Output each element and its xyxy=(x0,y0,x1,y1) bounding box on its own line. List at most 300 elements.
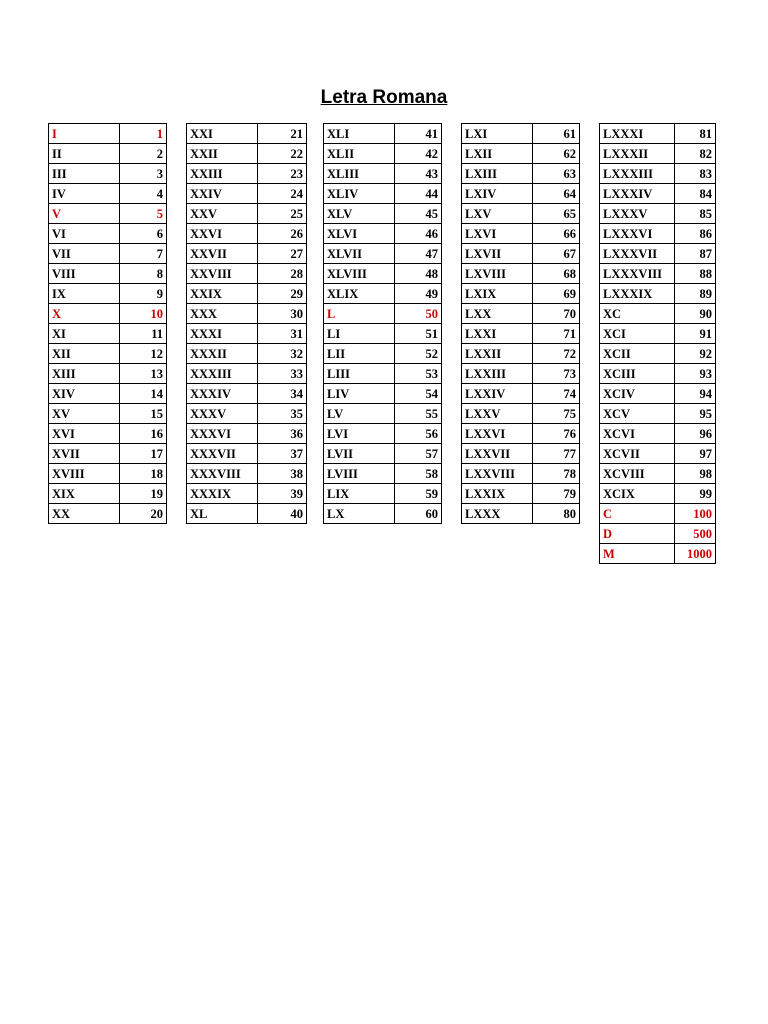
table-row xyxy=(324,424,442,444)
roman-numeral-cell: XXII xyxy=(187,144,258,164)
arabic-value-cell: 66 xyxy=(533,224,580,244)
table-row xyxy=(462,364,580,384)
table-row xyxy=(187,124,307,144)
arabic-value-cell: 13 xyxy=(120,364,167,384)
roman-numeral-cell: XXXI xyxy=(187,324,258,344)
roman-numeral-cell: XIV xyxy=(49,384,120,404)
table-row xyxy=(324,404,442,424)
arabic-value-cell: 35 xyxy=(258,404,307,424)
arabic-value-cell: 68 xyxy=(533,264,580,284)
arabic-value-cell: 8 xyxy=(120,264,167,284)
roman-numeral-cell: LXXII xyxy=(462,344,533,364)
arabic-value-cell: 6 xyxy=(120,224,167,244)
arabic-value-cell: 65 xyxy=(533,204,580,224)
table-row xyxy=(462,464,580,484)
arabic-value-cell: 84 xyxy=(675,184,716,204)
table-row xyxy=(600,184,716,204)
roman-numeral-cell: XVIII xyxy=(49,464,120,484)
table-row xyxy=(324,504,442,524)
table-row xyxy=(49,144,167,164)
arabic-value-cell: 60 xyxy=(395,504,442,524)
arabic-value-cell: 63 xyxy=(533,164,580,184)
arabic-value-cell: 98 xyxy=(675,464,716,484)
arabic-value-cell: 47 xyxy=(395,244,442,264)
roman-numeral-cell: LXXXV xyxy=(600,204,675,224)
table-row xyxy=(324,164,442,184)
roman-numeral-cell: VI xyxy=(49,224,120,244)
arabic-value-cell: 27 xyxy=(258,244,307,264)
roman-numeral-cell: XLIX xyxy=(324,284,395,304)
arabic-value-cell: 4 xyxy=(120,184,167,204)
arabic-value-cell: 86 xyxy=(675,224,716,244)
arabic-value-cell: 95 xyxy=(675,404,716,424)
table-row xyxy=(187,384,307,404)
table-row xyxy=(324,444,442,464)
table-row xyxy=(600,144,716,164)
table-row xyxy=(49,404,167,424)
roman-numeral-cell: D xyxy=(600,524,675,544)
arabic-value-cell: 15 xyxy=(120,404,167,424)
roman-numeral-cell: XXXIV xyxy=(187,384,258,404)
arabic-value-cell: 37 xyxy=(258,444,307,464)
table-row xyxy=(324,244,442,264)
table-row xyxy=(187,444,307,464)
table-row xyxy=(600,264,716,284)
arabic-value-cell: 83 xyxy=(675,164,716,184)
arabic-value-cell: 89 xyxy=(675,284,716,304)
roman-numeral-cell: XXVI xyxy=(187,224,258,244)
arabic-value-cell: 18 xyxy=(120,464,167,484)
roman-numeral-cell: IV xyxy=(49,184,120,204)
table-row xyxy=(49,164,167,184)
table-row xyxy=(324,144,442,164)
arabic-value-cell: 54 xyxy=(395,384,442,404)
roman-numeral-cell: XXXII xyxy=(187,344,258,364)
roman-numeral-cell: XVI xyxy=(49,424,120,444)
roman-numeral-cell: XCIV xyxy=(600,384,675,404)
roman-numeral-cell: LXXIII xyxy=(462,364,533,384)
roman-numeral-cell: LXVII xyxy=(462,244,533,264)
arabic-value-cell: 90 xyxy=(675,304,716,324)
arabic-value-cell: 51 xyxy=(395,324,442,344)
arabic-value-cell: 16 xyxy=(120,424,167,444)
roman-numeral-cell: XCIII xyxy=(600,364,675,384)
table-row xyxy=(187,464,307,484)
table-row xyxy=(49,124,167,144)
roman-numeral-cell: LXV xyxy=(462,204,533,224)
arabic-value-cell: 31 xyxy=(258,324,307,344)
table-row xyxy=(462,304,580,324)
roman-numeral-cell: XL xyxy=(187,504,258,524)
arabic-value-cell: 25 xyxy=(258,204,307,224)
arabic-value-cell: 43 xyxy=(395,164,442,184)
arabic-value-cell: 36 xyxy=(258,424,307,444)
roman-numeral-cell: LXIV xyxy=(462,184,533,204)
arabic-value-cell: 2 xyxy=(120,144,167,164)
arabic-value-cell: 73 xyxy=(533,364,580,384)
arabic-value-cell: 40 xyxy=(258,504,307,524)
arabic-value-cell: 19 xyxy=(120,484,167,504)
table-row xyxy=(462,344,580,364)
roman-numeral-cell: XCII xyxy=(600,344,675,364)
arabic-value-cell: 100 xyxy=(675,504,716,524)
table-row xyxy=(187,484,307,504)
table-row xyxy=(49,504,167,524)
roman-numeral-cell: LXXI xyxy=(462,324,533,344)
roman-numeral-cell: IX xyxy=(49,284,120,304)
roman-numeral-cell: LXVI xyxy=(462,224,533,244)
table-row xyxy=(600,364,716,384)
roman-numeral-cell: XLVI xyxy=(324,224,395,244)
roman-numeral-cell: XLV xyxy=(324,204,395,224)
roman-numeral-cell: XV xyxy=(49,404,120,424)
roman-numeral-cell: XXXVI xyxy=(187,424,258,444)
roman-numeral-cell: XLVII xyxy=(324,244,395,264)
arabic-value-cell: 82 xyxy=(675,144,716,164)
table-row xyxy=(462,424,580,444)
roman-numeral-cell: LXXIV xyxy=(462,384,533,404)
arabic-value-cell: 1 xyxy=(120,124,167,144)
roman-numeral-cell: LIX xyxy=(324,484,395,504)
arabic-value-cell: 81 xyxy=(675,124,716,144)
arabic-value-cell: 99 xyxy=(675,484,716,504)
roman-numeral-cell: LXXXII xyxy=(600,144,675,164)
arabic-value-cell: 93 xyxy=(675,364,716,384)
roman-numeral-cell: XCIX xyxy=(600,484,675,504)
arabic-value-cell: 92 xyxy=(675,344,716,364)
table-row xyxy=(600,204,716,224)
arabic-value-cell: 80 xyxy=(533,504,580,524)
arabic-value-cell: 22 xyxy=(258,144,307,164)
table-row xyxy=(324,124,442,144)
table-row xyxy=(462,324,580,344)
roman-numeral-cell: XXXVIII xyxy=(187,464,258,484)
table-row xyxy=(462,184,580,204)
table-row xyxy=(324,364,442,384)
roman-numeral-cell: LXI xyxy=(462,124,533,144)
table-row xyxy=(49,344,167,364)
roman-numeral-cell: XCI xyxy=(600,324,675,344)
table-row xyxy=(187,504,307,524)
table-row xyxy=(600,304,716,324)
table-row xyxy=(187,344,307,364)
arabic-value-cell: 75 xyxy=(533,404,580,424)
roman-numeral-cell: XXIII xyxy=(187,164,258,184)
arabic-value-cell: 34 xyxy=(258,384,307,404)
table-row xyxy=(187,364,307,384)
roman-numeral-cell: LXII xyxy=(462,144,533,164)
table-row xyxy=(600,384,716,404)
roman-numeral-cell: LXIX xyxy=(462,284,533,304)
table-row xyxy=(324,284,442,304)
roman-numeral-cell: XLIII xyxy=(324,164,395,184)
arabic-value-cell: 32 xyxy=(258,344,307,364)
arabic-value-cell: 85 xyxy=(675,204,716,224)
table-row xyxy=(49,464,167,484)
roman-numeral-cell: XXXIII xyxy=(187,364,258,384)
roman-numeral-cell: XXX xyxy=(187,304,258,324)
arabic-value-cell: 67 xyxy=(533,244,580,264)
table-row xyxy=(462,384,580,404)
roman-numeral-cell: XII xyxy=(49,344,120,364)
table-row xyxy=(187,224,307,244)
arabic-value-cell: 77 xyxy=(533,444,580,464)
table-row xyxy=(462,124,580,144)
table-row xyxy=(49,384,167,404)
arabic-value-cell: 50 xyxy=(395,304,442,324)
arabic-value-cell: 45 xyxy=(395,204,442,224)
table-row xyxy=(600,484,716,504)
arabic-value-cell: 3 xyxy=(120,164,167,184)
roman-numeral-cell: LXXXIV xyxy=(600,184,675,204)
table-row xyxy=(187,284,307,304)
roman-numeral-cell: V xyxy=(49,204,120,224)
table-row xyxy=(600,124,716,144)
roman-numeral-cell: XLIV xyxy=(324,184,395,204)
arabic-value-cell: 44 xyxy=(395,184,442,204)
arabic-value-cell: 70 xyxy=(533,304,580,324)
roman-numeral-cell: LXXXIX xyxy=(600,284,675,304)
roman-numeral-cell: XCVI xyxy=(600,424,675,444)
table-row xyxy=(600,524,716,544)
arabic-value-cell: 1000 xyxy=(675,544,716,564)
table-row xyxy=(324,484,442,504)
arabic-value-cell: 26 xyxy=(258,224,307,244)
arabic-value-cell: 64 xyxy=(533,184,580,204)
table-row xyxy=(187,404,307,424)
page-title: Letra Romana xyxy=(320,87,448,108)
arabic-value-cell: 72 xyxy=(533,344,580,364)
roman-numeral-cell: LVII xyxy=(324,444,395,464)
arabic-value-cell: 78 xyxy=(533,464,580,484)
arabic-value-cell: 39 xyxy=(258,484,307,504)
table-row xyxy=(462,224,580,244)
arabic-value-cell: 58 xyxy=(395,464,442,484)
arabic-value-cell: 79 xyxy=(533,484,580,504)
arabic-value-cell: 33 xyxy=(258,364,307,384)
arabic-value-cell: 55 xyxy=(395,404,442,424)
roman-numeral-cell: XCVII xyxy=(600,444,675,464)
arabic-value-cell: 30 xyxy=(258,304,307,324)
table-row xyxy=(324,204,442,224)
roman-numeral-cell: LI xyxy=(324,324,395,344)
roman-numeral-cell: XLI xyxy=(324,124,395,144)
table-row xyxy=(462,244,580,264)
roman-numeral-cell: LII xyxy=(324,344,395,364)
roman-numeral-cell: LVIII xyxy=(324,464,395,484)
arabic-value-cell: 21 xyxy=(258,124,307,144)
table-row xyxy=(600,464,716,484)
roman-numeral-cell: LVI xyxy=(324,424,395,444)
table-row xyxy=(187,184,307,204)
table-row xyxy=(324,324,442,344)
table-row xyxy=(600,424,716,444)
arabic-value-cell: 24 xyxy=(258,184,307,204)
roman-numeral-cell: XXIV xyxy=(187,184,258,204)
roman-numeral-cell: LXXVIII xyxy=(462,464,533,484)
roman-numeral-cell: LXXIX xyxy=(462,484,533,504)
roman-numeral-cell: XLII xyxy=(324,144,395,164)
table-row xyxy=(600,544,716,564)
table-row xyxy=(462,144,580,164)
roman-numeral-cell: XXV xyxy=(187,204,258,224)
arabic-value-cell: 97 xyxy=(675,444,716,464)
roman-numeral-cell: LIII xyxy=(324,364,395,384)
table-row xyxy=(462,504,580,524)
arabic-value-cell: 46 xyxy=(395,224,442,244)
arabic-value-cell: 12 xyxy=(120,344,167,364)
roman-numeral-cell: XLVIII xyxy=(324,264,395,284)
table-row xyxy=(462,204,580,224)
table-row xyxy=(49,224,167,244)
roman-numeral-cell: LXXX xyxy=(462,504,533,524)
table-row xyxy=(187,264,307,284)
arabic-value-cell: 59 xyxy=(395,484,442,504)
table-row xyxy=(462,284,580,304)
roman-numeral-cell: XVII xyxy=(49,444,120,464)
table-row xyxy=(49,184,167,204)
roman-numeral-cell: XXVII xyxy=(187,244,258,264)
table-row xyxy=(324,464,442,484)
roman-numeral-cell: LXXXVIII xyxy=(600,264,675,284)
roman-numeral-cell: M xyxy=(600,544,675,564)
table-row xyxy=(49,424,167,444)
table-row xyxy=(187,164,307,184)
roman-numeral-cell: LXVIII xyxy=(462,264,533,284)
arabic-value-cell: 28 xyxy=(258,264,307,284)
arabic-value-cell: 14 xyxy=(120,384,167,404)
arabic-value-cell: 49 xyxy=(395,284,442,304)
table-row xyxy=(462,404,580,424)
table-row xyxy=(600,164,716,184)
roman-numeral-cell: C xyxy=(600,504,675,524)
arabic-value-cell: 62 xyxy=(533,144,580,164)
roman-numeral-cell: XXXVII xyxy=(187,444,258,464)
roman-numeral-cell: II xyxy=(49,144,120,164)
arabic-value-cell: 38 xyxy=(258,464,307,484)
roman-numeral-cell: XXI xyxy=(187,124,258,144)
table-row xyxy=(462,444,580,464)
roman-numeral-cell: LIV xyxy=(324,384,395,404)
numeral-table-4 xyxy=(461,123,580,524)
roman-numeral-cell: XIII xyxy=(49,364,120,384)
roman-numeral-cell: XXXIX xyxy=(187,484,258,504)
roman-numeral-cell: LV xyxy=(324,404,395,424)
roman-numeral-cell: XCV xyxy=(600,404,675,424)
table-row xyxy=(324,344,442,364)
roman-numeral-cell: LXXXI xyxy=(600,124,675,144)
arabic-value-cell: 500 xyxy=(675,524,716,544)
numeral-table-5 xyxy=(599,123,716,564)
table-row xyxy=(462,484,580,504)
table-row xyxy=(600,504,716,524)
table-row xyxy=(324,184,442,204)
roman-numeral-cell: LXXVII xyxy=(462,444,533,464)
roman-numeral-cell: VIII xyxy=(49,264,120,284)
arabic-value-cell: 41 xyxy=(395,124,442,144)
roman-numeral-cell: III xyxy=(49,164,120,184)
roman-numeral-cell: XXIX xyxy=(187,284,258,304)
roman-numeral-cell: LXXXVI xyxy=(600,224,675,244)
table-row xyxy=(187,424,307,444)
arabic-value-cell: 57 xyxy=(395,444,442,464)
table-row xyxy=(600,404,716,424)
arabic-value-cell: 56 xyxy=(395,424,442,444)
roman-numeral-cell: XCVIII xyxy=(600,464,675,484)
roman-numeral-cell: XXXV xyxy=(187,404,258,424)
arabic-value-cell: 96 xyxy=(675,424,716,444)
table-row xyxy=(324,264,442,284)
roman-numeral-cell: XIX xyxy=(49,484,120,504)
numeral-table-3 xyxy=(323,123,442,524)
table-row xyxy=(187,144,307,164)
table-row xyxy=(187,324,307,344)
arabic-value-cell: 91 xyxy=(675,324,716,344)
arabic-value-cell: 5 xyxy=(120,204,167,224)
table-row xyxy=(49,304,167,324)
roman-numeral-cell: LXXV xyxy=(462,404,533,424)
table-row xyxy=(600,284,716,304)
roman-numeral-cell: LXXVI xyxy=(462,424,533,444)
table-row xyxy=(187,204,307,224)
roman-numeral-cell: XI xyxy=(49,324,120,344)
arabic-value-cell: 69 xyxy=(533,284,580,304)
arabic-value-cell: 61 xyxy=(533,124,580,144)
arabic-value-cell: 11 xyxy=(120,324,167,344)
numeral-table-2 xyxy=(186,123,307,524)
table-row xyxy=(49,444,167,464)
roman-numeral-cell: XXVIII xyxy=(187,264,258,284)
roman-numeral-cell: XC xyxy=(600,304,675,324)
arabic-value-cell: 87 xyxy=(675,244,716,264)
table-row xyxy=(49,264,167,284)
table-row xyxy=(187,244,307,264)
table-row xyxy=(187,304,307,324)
arabic-value-cell: 88 xyxy=(675,264,716,284)
arabic-value-cell: 74 xyxy=(533,384,580,404)
table-row xyxy=(49,484,167,504)
table-row xyxy=(600,224,716,244)
roman-numeral-cell: XX xyxy=(49,504,120,524)
arabic-value-cell: 71 xyxy=(533,324,580,344)
arabic-value-cell: 10 xyxy=(120,304,167,324)
roman-numeral-cell: X xyxy=(49,304,120,324)
table-row xyxy=(49,364,167,384)
arabic-value-cell: 7 xyxy=(120,244,167,264)
arabic-value-cell: 29 xyxy=(258,284,307,304)
table-row xyxy=(49,324,167,344)
table-row xyxy=(462,264,580,284)
roman-numeral-cell: LXXXIII xyxy=(600,164,675,184)
numeral-table-1 xyxy=(48,123,167,524)
table-row xyxy=(49,244,167,264)
table-row xyxy=(600,244,716,264)
roman-numeral-cell: I xyxy=(49,124,120,144)
table-row xyxy=(324,384,442,404)
arabic-value-cell: 23 xyxy=(258,164,307,184)
roman-numeral-cell: LXX xyxy=(462,304,533,324)
roman-numeral-cell: LX xyxy=(324,504,395,524)
table-row xyxy=(49,284,167,304)
arabic-value-cell: 17 xyxy=(120,444,167,464)
roman-numeral-cell: VII xyxy=(49,244,120,264)
arabic-value-cell: 94 xyxy=(675,384,716,404)
table-row xyxy=(600,344,716,364)
table-row xyxy=(600,444,716,464)
roman-numeral-cell: LXXXVII xyxy=(600,244,675,264)
arabic-value-cell: 76 xyxy=(533,424,580,444)
table-row xyxy=(324,304,442,324)
